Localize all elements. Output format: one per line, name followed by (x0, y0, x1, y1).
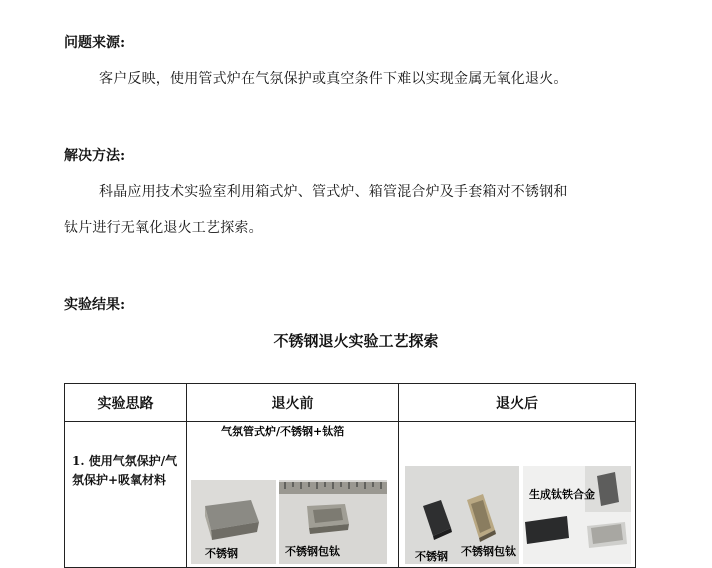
header-before: 退火前 (187, 384, 399, 422)
solution-text-line2: 钛片进行无氧化退火工艺探索。 (64, 220, 263, 236)
after-cell (399, 422, 636, 568)
before-subtitle: 气氛管式炉/不锈钢+钛箔 (221, 425, 345, 438)
table-title: 不锈钢退火实验工艺探索 (273, 332, 439, 350)
experiment-table (64, 383, 636, 568)
after-caption-alloy: 生成钛铁合金 (529, 488, 595, 501)
problem-heading: 问题来源: (64, 35, 126, 51)
solution-heading: 解决方法: (64, 148, 126, 164)
before-cell (187, 422, 399, 568)
after-caption-wrapped: 不锈钢包钛 (461, 545, 516, 558)
table-header-row (65, 384, 636, 422)
header-after: 退火后 (399, 384, 636, 422)
problem-text: 客户反映，使用管式炉在气氛保护或真空条件下难以实现金属无氧化退火。 (99, 71, 568, 87)
approach-cell: 1. 使用气氛保护/气氛保护+吸氧材料 (65, 422, 187, 568)
before-caption-stainless: 不锈钢 (205, 547, 238, 560)
header-approach: 实验思路 (65, 384, 187, 422)
titanium-iron-alloy-photo (523, 466, 631, 564)
table-row (65, 422, 636, 568)
solution-text-line1: 科晶应用技术实验室利用箱式炉、管式炉、箱管混合炉及手套箱对不锈钢和 (99, 184, 568, 200)
after-caption-stainless: 不锈钢 (415, 550, 448, 563)
results-heading: 实验结果: (64, 297, 126, 313)
before-caption-wrapped: 不锈钢包钛 (285, 545, 340, 558)
